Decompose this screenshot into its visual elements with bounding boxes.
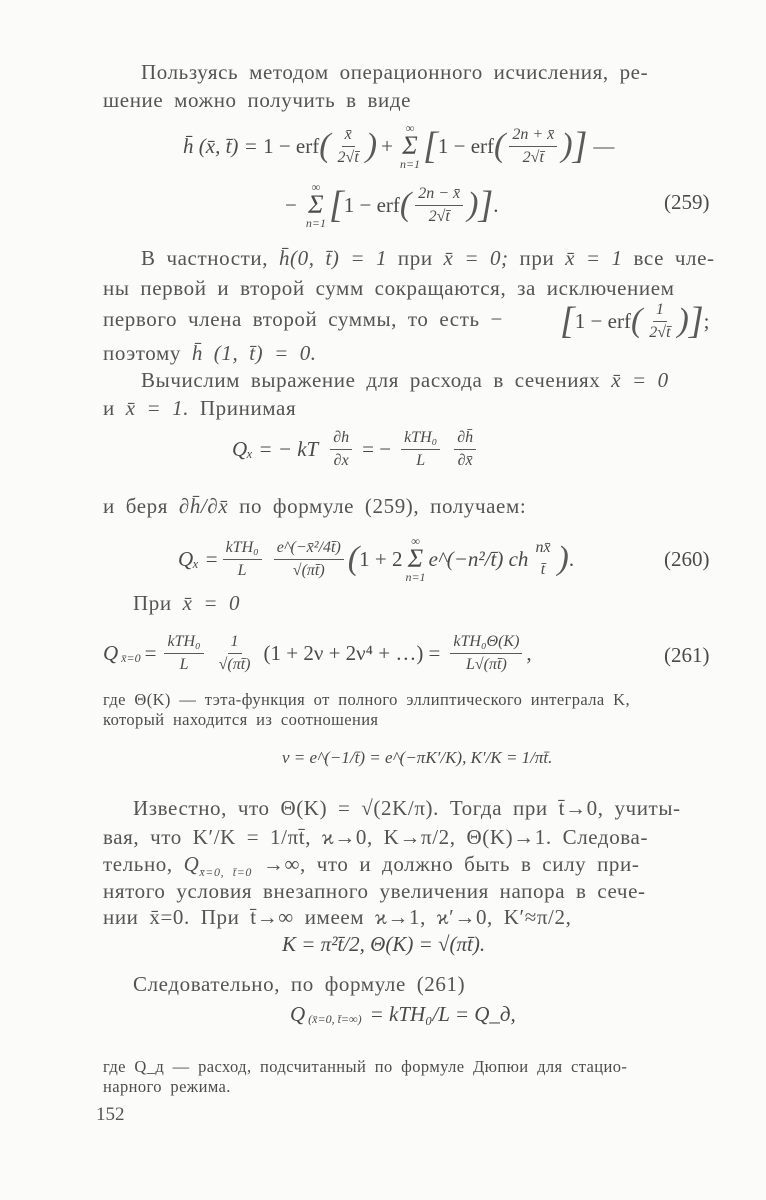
equation-final: [290, 1002, 516, 1027]
fraction: [450, 633, 522, 673]
denominator: √(πt̄): [292, 561, 325, 579]
fraction: [164, 633, 203, 673]
text-span: Принимая: [199, 396, 297, 420]
sigma-icon: Σ: [308, 190, 324, 220]
denominator: ∂x: [333, 451, 349, 469]
subscript: x̄=0: [121, 650, 141, 665]
inline-erf-expression: [560, 292, 709, 350]
equation-nu-relation: ν = e^(−1/t̄) = e^(−πK′/K), K′/K = 1/πt̄.: [282, 748, 553, 767]
right-bracket: ]: [572, 125, 588, 167]
right-paren: ): [557, 540, 569, 577]
fraction: [532, 539, 553, 578]
eq-term: 1 − erf: [343, 192, 400, 217]
text-line: первого члена второй суммы, то есть −: [103, 307, 503, 331]
denominator: 2√t̄: [428, 207, 450, 225]
fraction: [454, 429, 476, 469]
text-span: при: [397, 246, 433, 270]
denominator: t̄: [540, 561, 546, 578]
fraction: [216, 633, 254, 673]
fraction: [509, 126, 557, 166]
equation-261: [103, 622, 532, 684]
numerator: kTH₀Θ(K): [450, 633, 522, 654]
left-bracket: [: [423, 125, 438, 167]
math-inline: x̄ = 1.: [125, 396, 190, 420]
eq-lhs: h̄ (x̄, t̄) =: [183, 133, 258, 158]
text-line: Следовательно, по формуле (261): [133, 972, 466, 996]
eq-lhs: Q: [290, 1002, 306, 1026]
fraction: [401, 429, 440, 469]
period: .: [568, 546, 575, 571]
minus-sign: −: [285, 192, 297, 217]
equation-260: [178, 525, 574, 593]
denominator: L√(πt̄): [466, 655, 507, 673]
equation-259-line2: [285, 172, 499, 238]
equation-number: (260): [664, 547, 710, 571]
sum-symbol: [306, 181, 326, 228]
numerator: kTH₀: [223, 539, 262, 560]
text-line: [141, 246, 715, 271]
text-line: вая, что K′/K = 1/πt̄, ϰ→0, K→π/2, Θ(K)→1. Следова-: [103, 825, 649, 849]
fraction: [646, 301, 673, 341]
subscript: x̄=0, t̄=0: [199, 865, 253, 880]
sum-lower: n=1: [305, 215, 326, 230]
footnote-line: где Q_д — расход, подсчитанный по формуле Дюпюи для стацио-: [103, 1057, 628, 1076]
right-paren: ): [677, 302, 689, 339]
math-inline: x̄ = 0;: [443, 246, 509, 270]
text-span: Вычислим выражение для расхода в сечениях: [141, 368, 601, 392]
eq-term: = kTH₀/L = Q_д,: [369, 1002, 516, 1026]
comma: ,: [526, 640, 532, 665]
footnote-line: нарного режима.: [103, 1077, 231, 1096]
text-span: тельно,: [103, 852, 173, 876]
sum-lower: n=1: [399, 156, 421, 171]
left-paren: (: [399, 186, 412, 223]
text-span: и: [103, 396, 115, 420]
text-line: нии x̄=0. При t̄→∞ имеем ϰ→1, ϰ′→0, K′≈π/2,: [103, 905, 572, 929]
right-paren: ): [365, 127, 378, 164]
text-span: При: [133, 591, 172, 615]
right-paren: ): [561, 127, 573, 164]
numerator: e^(−x̄²/4t̄): [274, 539, 344, 560]
numerator: ∂h: [330, 429, 352, 450]
sum-lower: n=1: [405, 569, 426, 584]
equation-qx-definition: [232, 420, 480, 478]
text-span: В частности,: [141, 246, 269, 270]
numerator: 1: [228, 633, 242, 654]
fraction: [223, 539, 262, 579]
numerator: kTH₀: [164, 633, 203, 654]
text-line: шение можно получить в виде: [103, 88, 412, 112]
numerator: x̄: [342, 126, 355, 147]
math-inline: Q: [183, 852, 200, 876]
fraction: [274, 539, 344, 579]
denominator: 2√t̄: [649, 323, 671, 341]
eq-term: (1 + 2ν + 2ν⁴ + …) =: [263, 640, 441, 665]
denominator: √(πt̄): [218, 655, 251, 673]
text-line: [133, 591, 240, 616]
eq-term: 1 − erf: [437, 133, 495, 158]
fraction: [335, 126, 362, 166]
denominator: ∂x̄: [457, 451, 473, 469]
sum-symbol: [405, 535, 425, 582]
right-bracket: ]: [688, 300, 704, 342]
equals-sign: = −: [362, 436, 392, 461]
text-span: и беря: [103, 494, 168, 518]
denominator: L: [179, 655, 189, 673]
equation-259-line1: [183, 113, 614, 179]
minus-sign: —: [593, 133, 615, 158]
sum-upper: ∞: [405, 121, 415, 136]
equation-k-relation: K = π²t̄/2, Θ(K) = √(πt̄).: [282, 932, 486, 956]
numerator: 2n + x̄: [509, 126, 557, 147]
text-line: Известно, что Θ(K) = √(2K/π). Тогда при t̄→0, учиты-: [133, 796, 681, 820]
denominator: 2√t̄: [522, 148, 544, 166]
period: .: [493, 192, 499, 217]
math-inline: h̄ (1, t̄) = 0.: [191, 341, 317, 365]
denominator: L: [416, 451, 426, 469]
text-line: [103, 852, 639, 880]
left-paren: (: [319, 127, 331, 164]
eq-lhs: Q: [103, 640, 119, 665]
text-line: Пользуясь методом операционного исчисления, ре-: [141, 60, 649, 84]
math-inline: h̄(0, t̄) = 1: [278, 246, 388, 270]
left-paren: (: [347, 540, 360, 577]
numerator: kTH₀: [401, 429, 440, 450]
fraction: [330, 429, 352, 469]
footnote-line: который находится из соотношения: [103, 710, 379, 729]
eq-lhs: Qₓ = − kT: [232, 436, 319, 461]
sigma-icon: Σ: [402, 131, 418, 161]
right-bracket: ]: [478, 184, 494, 226]
numerator: ∂h̄: [454, 429, 476, 450]
math-inline: x̄ = 0: [611, 368, 669, 392]
subscript: (x̄=0, t̄=∞): [308, 1012, 362, 1026]
text-line: [103, 494, 526, 519]
page-number: 152: [96, 1104, 125, 1125]
denominator: 2√t̄: [337, 148, 359, 166]
right-paren: ): [467, 186, 479, 223]
eq-term: 1 − erf: [574, 308, 631, 333]
text-line: [141, 368, 669, 393]
left-bracket: [: [328, 184, 344, 226]
equation-number: (259): [664, 190, 710, 214]
numerator: nx̄: [535, 539, 551, 557]
text-line: нятого условия внезапного увеличения напора в сече-: [103, 879, 646, 903]
math-inline: x̄ = 1: [565, 246, 623, 270]
semicolon: ;: [703, 308, 710, 333]
numerator: 2n − x̄: [415, 185, 463, 206]
math-inline: x̄ = 0: [182, 591, 241, 615]
denominator: L: [237, 561, 247, 579]
text-line: [103, 396, 296, 421]
eq-term: e^(−n²/t̄) ch: [428, 546, 529, 571]
text-span: →∞, что и должно быть в силу при-: [262, 852, 640, 876]
sum-upper: ∞: [411, 534, 420, 549]
equals-sign: =: [144, 640, 157, 665]
text-span: при: [519, 246, 555, 270]
eq-term: 1 − erf: [263, 133, 320, 158]
plus-sign: +: [381, 133, 393, 158]
left-paren: (: [630, 302, 643, 339]
text-line: [103, 341, 317, 366]
eq-term: 1 + 2: [359, 546, 403, 571]
text-span: поэтому: [103, 341, 181, 365]
math-inline: ∂h̄/∂x̄: [178, 494, 229, 518]
text-span: все чле-: [633, 246, 715, 270]
fraction: [415, 185, 463, 225]
text-span: по формуле (259), получаем:: [239, 494, 527, 518]
numerator: 1: [653, 301, 667, 322]
sigma-icon: Σ: [407, 544, 424, 574]
left-paren: (: [494, 127, 506, 164]
sum-upper: ∞: [311, 180, 321, 195]
left-bracket: [: [560, 300, 575, 342]
eq-lhs: Qₓ =: [178, 546, 219, 571]
sum-symbol: [400, 122, 420, 169]
equation-number: (261): [664, 643, 710, 667]
text-line: ны первой и второй сумм сокращаются, за исключением: [103, 276, 675, 300]
footnote-line: где Θ(K) — тэта-функция от полного эллиптического интеграла K,: [103, 690, 630, 709]
